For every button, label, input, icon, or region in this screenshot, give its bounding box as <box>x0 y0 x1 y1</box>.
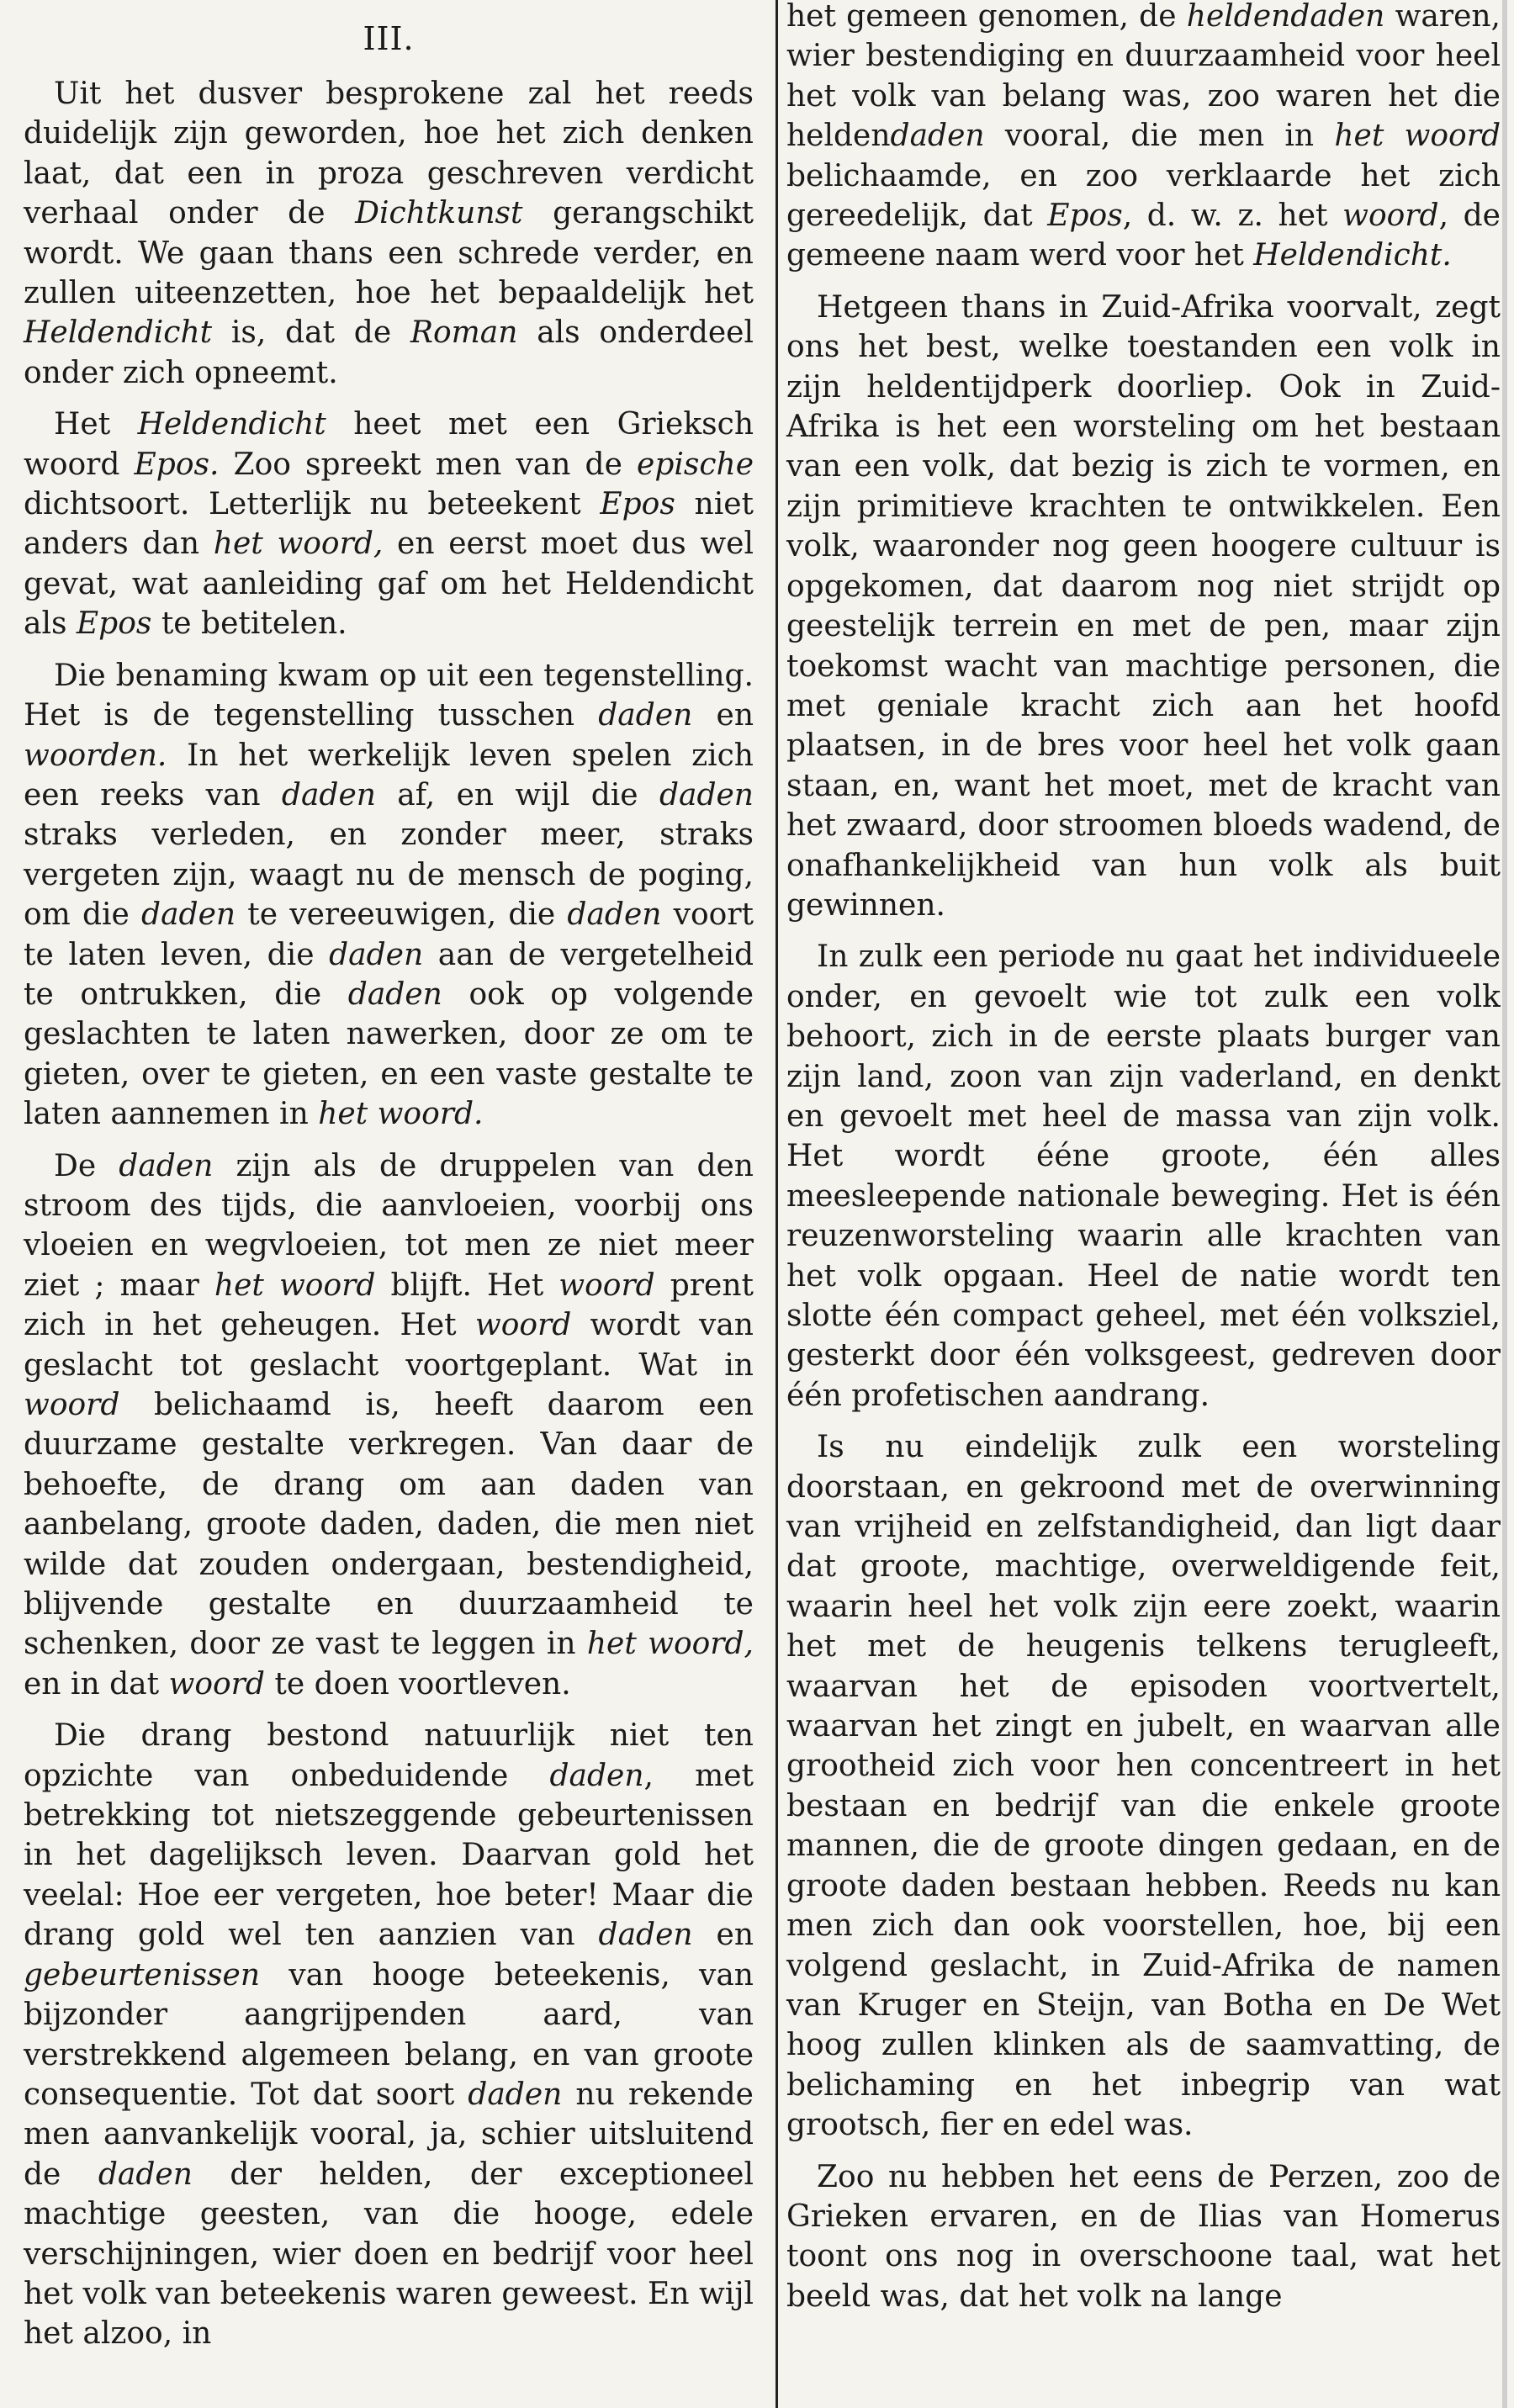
text-run: voort te laten leven, die <box>24 897 754 972</box>
text-run: , de gemeene naam werd voor het <box>786 198 1501 273</box>
italic-term: Epos <box>1047 198 1123 234</box>
right-column-paragraphs <box>786 0 1501 2316</box>
italic-term: woord <box>24 1388 120 1422</box>
paragraph <box>786 288 1501 926</box>
text-run: nu rekende men aanvankelijk vooral, ja, schier uitsluitend de <box>24 2077 754 2192</box>
left-column-paragraphs <box>24 74 754 2354</box>
italic-term: Dichtkunst <box>355 196 523 231</box>
paragraph <box>786 937 1501 1416</box>
text-run: aan de vergetelheid te ontrukken, die <box>24 937 754 1012</box>
paragraph <box>786 2157 1501 2317</box>
italic-term: daden <box>890 119 985 154</box>
text-run: straks verleden, en zonder meer, straks vergeten zijn, waagt nu de mensch de poging, om die <box>24 818 754 933</box>
italic-term: daden <box>329 937 424 972</box>
italic-term: daden <box>347 976 442 1012</box>
italic-term: daden <box>598 698 693 733</box>
italic-term: daden <box>659 777 754 812</box>
text-run: wordt van geslacht tot geslacht voortgeplant. Wat in <box>24 1308 754 1383</box>
italic-term: Heldendicht. <box>1253 238 1452 273</box>
text-run: en in dat <box>24 1666 169 1701</box>
italic-term: daden <box>141 897 236 933</box>
text-run: en <box>692 698 754 733</box>
text-run: , met betrekking tot nietszeggende gebeurtenissen in het dagelijksch leven. Daarvan gold het veelal: Hoe eer vergeten, hoe beter! Maar die drang gold wel ten aanzien van <box>24 1758 754 1953</box>
text-run: blijft. Het <box>375 1268 559 1303</box>
italic-term: Roman <box>410 315 518 351</box>
text-run: In het werkelijk leven spelen zich een reeks van <box>24 738 754 812</box>
text-run: vooral, die men in <box>984 119 1335 154</box>
page-edge-shadow <box>1502 0 1507 2408</box>
text-run: af, en wijl die <box>375 777 659 812</box>
text-run: De <box>54 1148 119 1183</box>
text-run: der helden, der exceptioneel machtige geesten, van die hooge, edele verschijningen, wier doen en bedrijf voor heel het volk van beteekenis waren geweest. En wijl het alzoo, in <box>24 2157 754 2352</box>
text-run: te betitelen. <box>151 606 347 642</box>
section-numeral: III. <box>363 20 415 57</box>
italic-term: het woord, <box>213 527 384 562</box>
left-column <box>15 0 755 2408</box>
paragraph <box>24 405 754 643</box>
text-run: , d. w. z. het <box>1122 198 1343 234</box>
italic-term: heldendaden <box>1186 0 1385 34</box>
text-run: Zoo nu hebben het eens de Perzen, zoo de Grieken ervaren, en de Ilias van Homerus toont ons nog in overschoone taal, wat het beeld was, dat het volk na lange <box>786 2159 1501 2314</box>
text-run: van hooge beteekenis, van bijzonder aangrijpenden aard, van verstrekkend algemeen belang, en van groote consequentie. Tot dat soort <box>24 1957 754 2112</box>
italic-term: daden <box>119 1148 214 1183</box>
text-run: is, dat de <box>212 315 410 351</box>
paragraph <box>786 1427 1501 2145</box>
italic-term: daden <box>98 2157 193 2192</box>
text-run: te doen voortleven. <box>264 1666 571 1701</box>
paragraph <box>24 1716 754 2354</box>
paragraph <box>786 0 1501 276</box>
italic-term: woord <box>558 1268 655 1303</box>
text-run: belichaamde, en zoo verklaarde het zich gereedelijk, dat <box>786 158 1501 234</box>
italic-term: Epos. <box>134 447 220 482</box>
italic-term: daden <box>598 1918 693 1953</box>
italic-term: daden <box>281 777 376 812</box>
italic-term: gebeurtenissen <box>24 1957 261 1993</box>
italic-term: epische <box>637 447 754 482</box>
text-run: ook op volgende geslachten te laten nawerken, door ze om te gieten, over te gieten, en een vaste gestalte te laten aannemen in <box>24 976 754 1132</box>
italic-term: woord <box>474 1308 572 1343</box>
italic-term: woord <box>168 1666 265 1701</box>
text-run: Uit het dusver besprokene zal het reeds duidelijk zijn geworden, hoe het zich denken laat, dat een in proza geschreven verdicht verhaal onder de <box>24 77 754 231</box>
italic-term: Heldendicht <box>24 315 213 351</box>
text-run: en <box>692 1918 754 1953</box>
text-run: dichtsoort. Letterlijk nu beteekent <box>24 487 601 522</box>
text-run: prent zich in het geheugen. Het <box>24 1268 754 1343</box>
text-run: als onderdeel onder zich opneemt. <box>24 315 754 390</box>
text-run: Die benaming kwam op uit een tegenstelling. Het is de tegenstelling tusschen <box>24 658 754 733</box>
text-run: waren, wier bestendiging en duurzaamheid voor heel het volk van belang was, zoo waren het die helden <box>786 0 1501 154</box>
text-run: Het <box>54 407 138 442</box>
text-run: zijn als de druppelen van den stroom des tijds, die aanvloeien, voorbij ons vloeien en wegvloeien, tot men ze niet meer ziet ; maar <box>24 1148 754 1303</box>
text-run: Hetgeen thans in Zuid-Afrika voorvalt, zegt ons het best, welke toestanden een volk in zijn heldentijdperk doorliep. Ook in Zuid-Afrika is het een worsteling om het bestaan van een volk, dat bezig is zich te vormen, en zijn primitieve krachten te ontwikkelen. Een volk, waaronder nog geen hoogere cultuur is opgekomen, dat daarom nog niet strijdt op geestelijk terrein en met de pen, maar zijn toekomst wacht van machtige personen, die met geniale kracht zich aan het hoofd plaatsen, in de bres voor heel het volk gaan staan, en, want het moet, met de kracht van het zwaard, door stroomen bloeds wadend, de onafhankelijkheid van hun volk als buit gewinnen. <box>786 289 1501 923</box>
text-run: te vereeuwigen, die <box>236 897 568 933</box>
text-run: In zulk een periode nu gaat het individueele onder, en gevoelt wie tot zulk een volk behoort, zich in de eerste plaats burger van zijn land, zoon van zijn vaderland, en denkt en gevoelt met heel de massa van zijn volk. Het wordt ééne groote, één alles meesleepende nationale beweging. Het is één reuzenworsteling waarin alle krachten van het volk opgaan. Heel de natie wordt ten slotte één compact geheel, met één volksziel, gesterkt door één volksgeest, gedreven door één profetischen aandrang. <box>786 939 1501 1413</box>
italic-term: Epos <box>600 487 675 522</box>
text-run: belichaamd is, heeft daarom een duurzame gestalte verkregen. Van daar de behoefte, de drang om aan daden van aanbelang, groote daden, daden, die men niet wilde dat zouden ondergaan, bestendigheid, blijvende gestalte en duurzaamheid te schenken, door ze vast te leggen in <box>24 1388 754 1662</box>
paragraph <box>24 74 754 393</box>
italic-term: het woord <box>214 1268 376 1303</box>
text-run: en eerst moet dus wel gevat, wat aanleiding gaf om het Heldendicht als <box>24 527 754 642</box>
italic-term: het woord. <box>318 1097 484 1132</box>
italic-term: daden <box>567 897 662 933</box>
italic-term: Heldendicht <box>137 407 326 442</box>
italic-term: daden <box>549 1758 644 1793</box>
text-run: Is nu eindelijk zulk een worsteling doorstaan, en gekroond met de overwinning van vrijheid en zelfstandigheid, dan ligt daar dat groote, machtige, overweldigende feit, waarin heel het volk zijn eere zoekt, waarin het met de heugenis telkens terugleeft, waarvan het de episoden voortvertelt, waarvan het zingt en jubelt, en waarvan alle grootheid zich voor hen concentreert in het bestaan en bedrijf van die enkele groote mannen, die de groote dingen gedaan, en de groote daden bestaan hebben. Reeds nu kan men zich dan ook voorstellen, hoe, bij een volgend geslacht, in Zuid-Afrika de namen van Kruger en Steijn, van Botha en De Wet hoog zullen klinken als de saamvatting, de belichaming en het inbegrip van wat grootsch, fier en edel was. <box>786 1430 1501 2143</box>
text-run: gerangschikt wordt. We gaan thans een schrede verder, en zullen uiteenzetten, hoe het bepaaldelijk het <box>24 196 754 311</box>
italic-term: het woord <box>1334 119 1501 154</box>
italic-term: woord <box>1342 198 1439 234</box>
text-run: Zoo spreekt men van de <box>219 447 638 482</box>
italic-term: daden <box>468 2077 563 2112</box>
right-column <box>776 0 1501 2408</box>
text-run: het gemeen genomen, de <box>786 0 1187 34</box>
text-run: niet anders dan <box>24 487 754 562</box>
text-run: heet met een Grieksch woord <box>24 407 754 482</box>
italic-term: Epos <box>76 606 152 642</box>
italic-term: woorden. <box>24 738 167 773</box>
paragraph <box>24 656 754 1135</box>
paragraph <box>24 1146 754 1705</box>
text-run: Die drang bestond natuurlijk niet ten opzichte van onbeduidende <box>24 1718 754 1793</box>
italic-term: het woord, <box>586 1627 754 1662</box>
